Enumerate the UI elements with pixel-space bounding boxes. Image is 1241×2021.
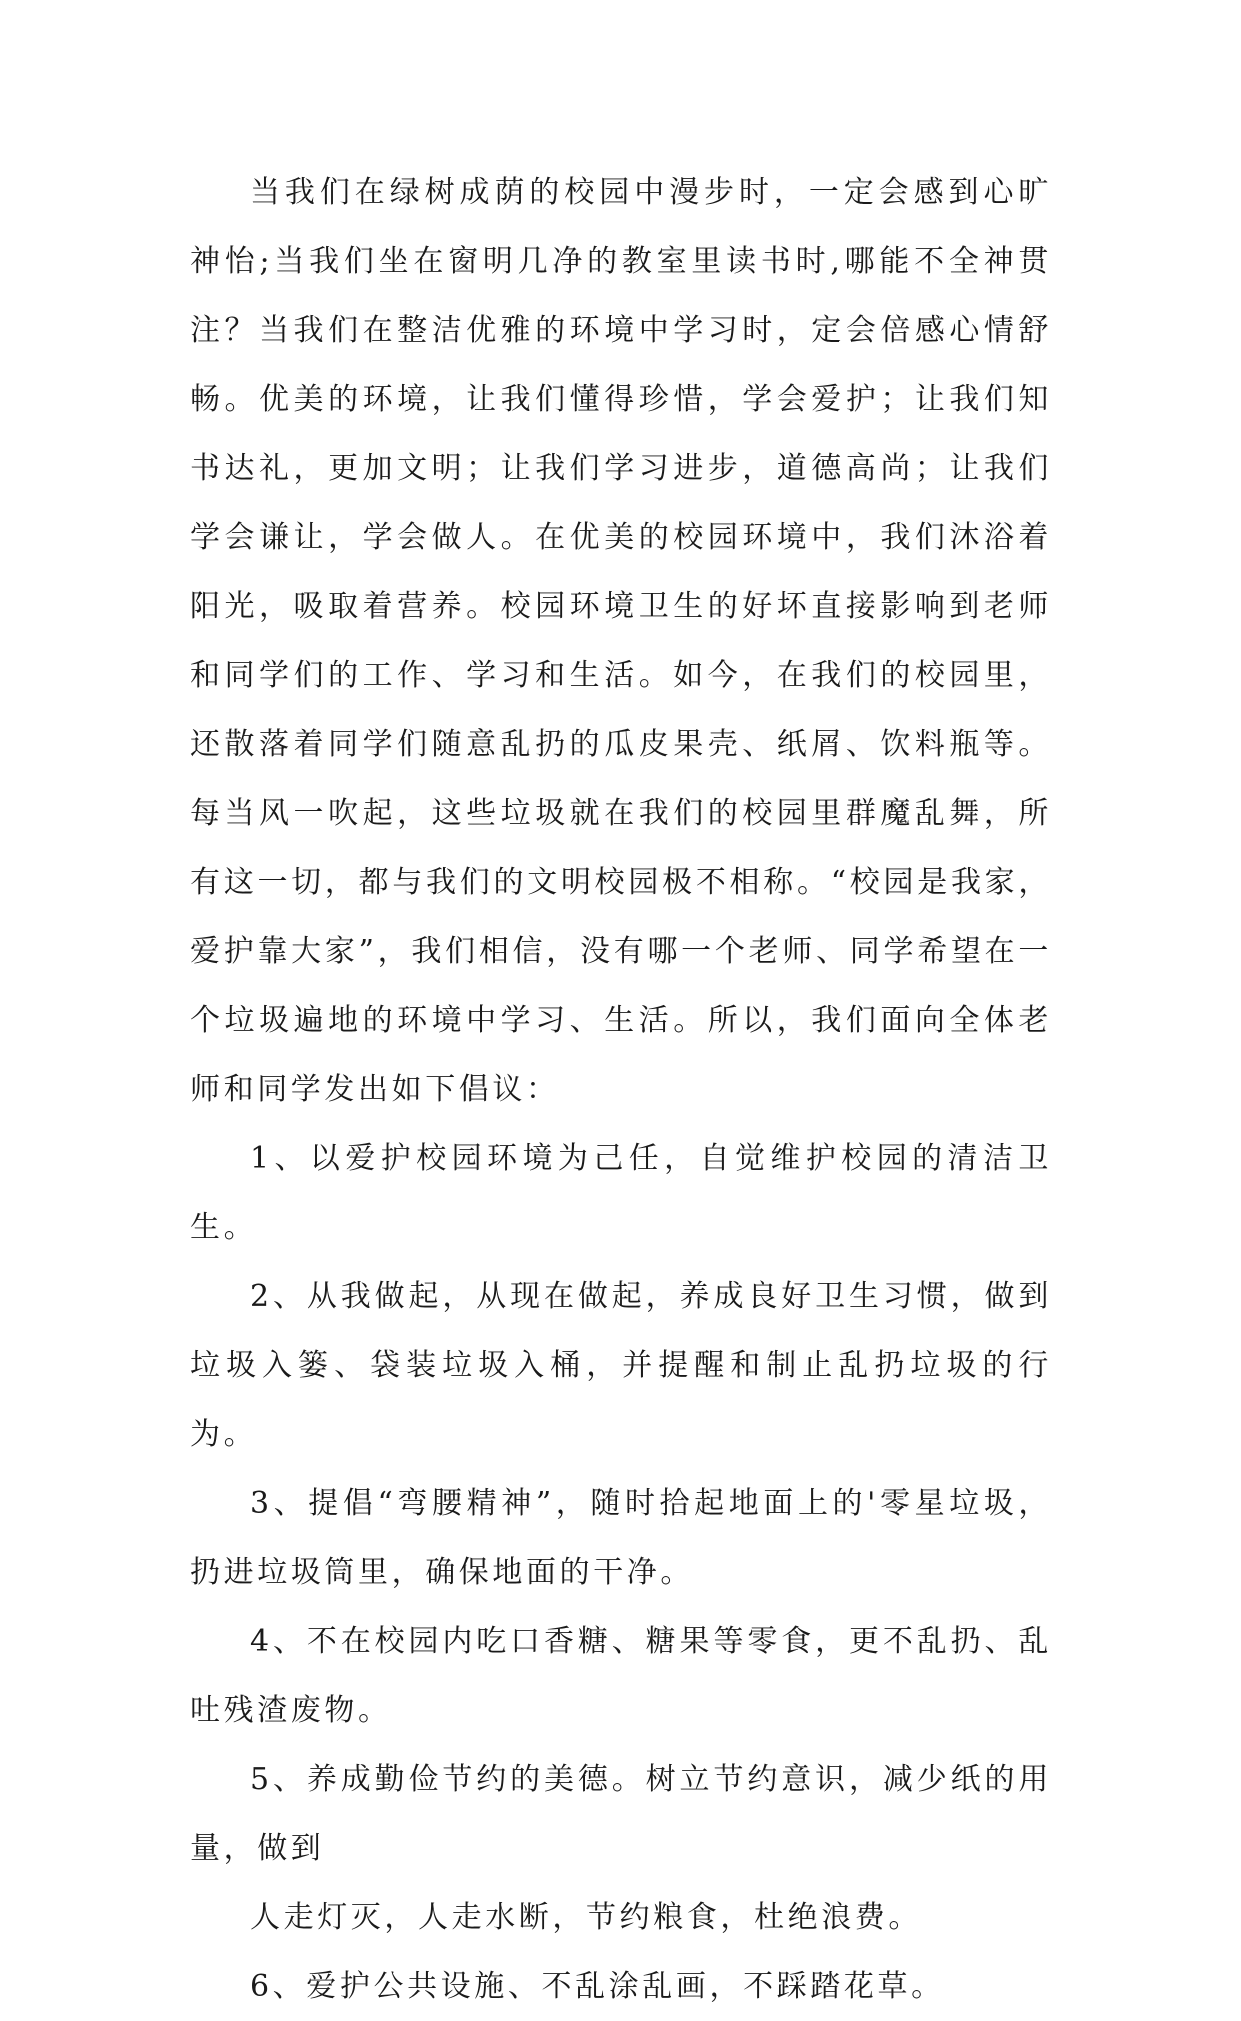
- proposal-item-6: 6、爱护公共设施、不乱涂乱画，不踩踏花草。: [250, 1969, 945, 2004]
- document-body: [190, 158, 1052, 2021]
- proposal-item-4: 4、不在校园内吃口香糖、糖果等零食，更不乱扔、乱吐残渣废物。: [190, 1624, 1052, 1728]
- proposal-item-3: 3、提倡“弯腰精神”，随时拾起地面上的'零星垃圾，扔进垃圾筒里，确保地面的干净。: [190, 1486, 1052, 1590]
- proposal-item-1: 1、以爱护校园环境为己任，自觉维护校园的清洁卫生。: [190, 1141, 1052, 1245]
- intro-paragraph: 当我们在绿树成荫的校园中漫步时，一定会感到心旷神怡;当我们坐在窗明几净的教室里读书时,哪能不全神贯注？当我们在整洁优雅的环境中学习时，定会倍感心情舒畅。优美的环境，让我们懂得珍惜，学会爱护；让我们知书达礼，更加文明；让我们学习进步，道德高尚；让我们学会谦让，学会做人。在优美的校园环境中，我们沐浴着阳光，吸取着营养。校园环境卫生的好坏直接影响到老师和同学们的工作、学习和生活。如今，在我们的校园里，还散落着同学们随意乱扔的瓜皮果壳、纸屑、饮料瓶等。每当风一吹起，这些垃圾就在我们的校园里群魔乱舞，所有这一切，都与我们的文明校园极不相称。“校园是我家，爱护靠大家”，我们相信，没有哪一个老师、同学希望在一个垃圾遍地的环境中学习、生活。所以，我们面向全体老师和同学发出如下倡议：: [190, 175, 1052, 1107]
- proposal-item-2: 2、从我做起，从现在做起，养成良好卫生习惯，做到垃圾入篓、袋装垃圾入桶，并提醒和制止乱扔垃圾的行为。: [190, 1279, 1052, 1452]
- proposal-item-5-continued: 人走灯灭，人走水断，节约粮食，杜绝浪费。: [250, 1900, 922, 1935]
- proposal-item-5: 5、养成勤俭节约的美德。树立节约意识，减少纸的用量，做到: [190, 1762, 1052, 1866]
